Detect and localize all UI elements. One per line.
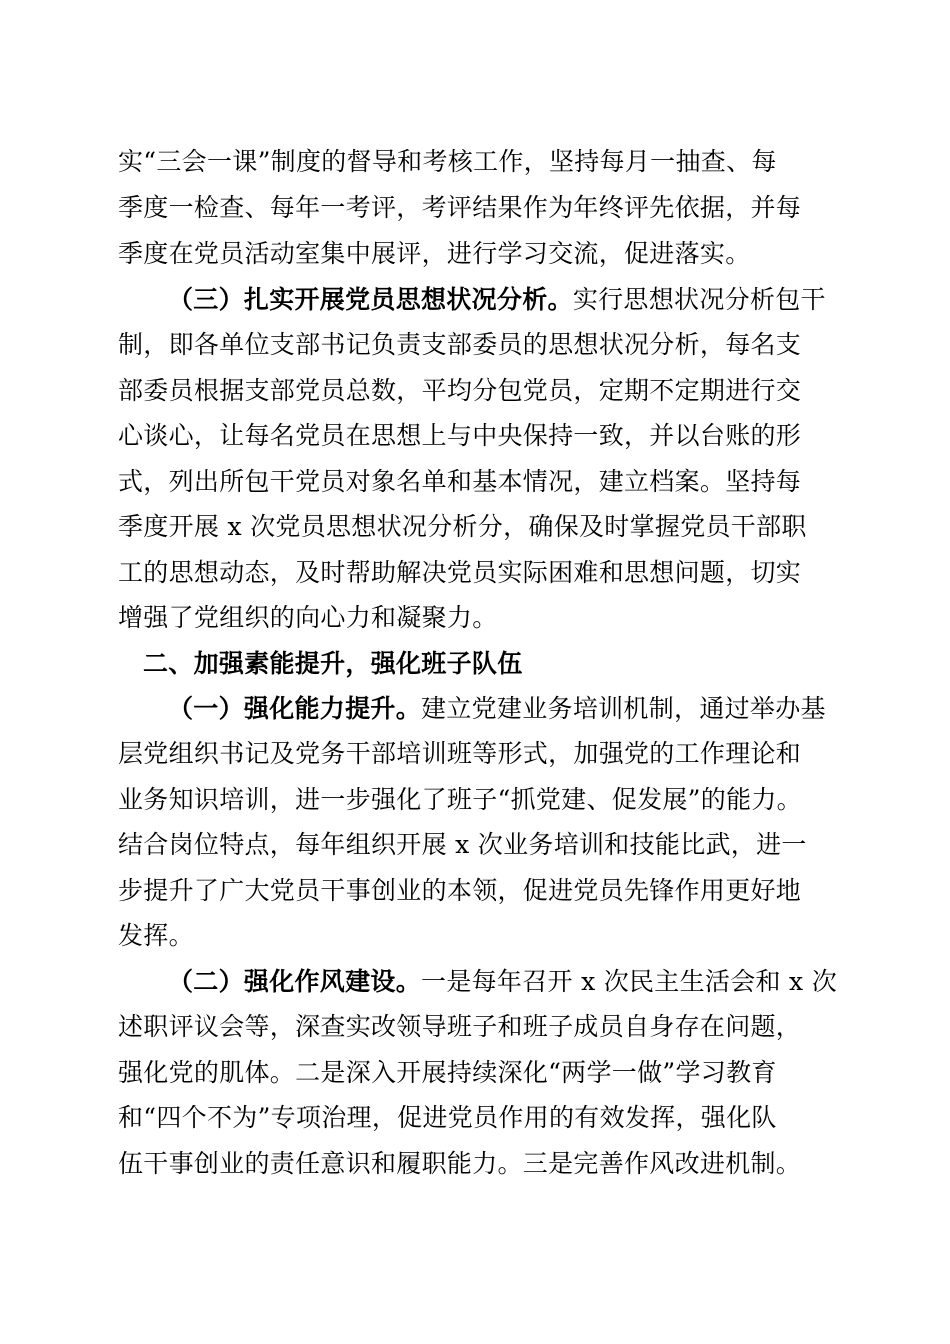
paragraph-lead: （二）强化作风建设。 [168,967,422,996]
section-heading: 二、加强素能提升，强化班子队伍 [143,649,523,678]
paragraph-lead-rest: 建立党建业务培训机制，通过举办基 [421,694,826,723]
paragraph-line: 制，即各单位支部书记负责支部委员的思想状况分析，每名支 [118,330,802,359]
paragraph-line: 发挥。 [118,921,194,950]
paragraph-line: 工的思想动态，及时帮助解决党员实际困难和思想问题，切实 [118,558,802,587]
paragraph-line: 述职评议会等，深查实改领导班子和班子成员自身存在问题， [118,1012,802,1041]
paragraph-line: 伍干事创业的责任意识和履职能力。三是完善作风改进机制。 [118,1149,802,1178]
paragraph-lead-rest: 一是每年召开 x 次民主生活会和 x 次 [421,967,838,996]
paragraph-line: 季度在党员活动室集中展评，进行学习交流，促进落实。 [118,239,751,268]
paragraph-line: 季度一检查、每年一考评，考评结果作为年终评先依据，并每 [118,193,802,222]
paragraph-line: 季度开展 x 次党员思想状况分析分，确保及时掌握党员干部职 [118,512,807,541]
paragraph-line: 步提升了广大党员干事创业的本领，促进党员先锋作用更好地 [118,876,802,905]
paragraph-line: 增强了党组织的向心力和凝聚力。 [118,603,498,632]
paragraph-lead: （一）强化能力提升。 [168,694,422,723]
paragraph-line: 实“三会一课”制度的督导和考核工作，坚持每月一抽查、每 [118,147,777,176]
paragraph-line: 结合岗位特点，每年组织开展 x 次业务培训和技能比武，进一 [118,830,807,859]
paragraph-line: 和“四个不为”专项治理，促进党员作用的有效发挥，强化队 [118,1103,777,1132]
paragraph-line: 层党组织书记及党务干部培训班等形式，加强党的工作理论和 [118,739,802,768]
paragraph-line: 式，列出所包干党员对象名单和基本情况，建立档案。坚持每 [118,467,802,496]
paragraph-line: 业务知识培训，进一步强化了班子“抓党建、促发展”的能力。 [118,785,802,814]
paragraph-first-line [168,694,838,724]
paragraph-line: 部委员根据支部党员总数，平均分包党员，定期不定期进行交 [118,376,802,405]
paragraph-first-line [168,967,838,997]
paragraph-line: 强化党的肌体。二是深入开展持续深化“两学一做”学习教育 [118,1058,777,1087]
paragraph-lead-rest: 实行思想状况分析包干 [572,285,826,314]
paragraph-first-line [168,285,838,315]
paragraph-line: 心谈心，让每名党员在思想上与中央保持一致，并以台账的形 [118,421,802,450]
paragraph-lead: （三）扎实开展党员思想状况分析。 [168,285,573,314]
